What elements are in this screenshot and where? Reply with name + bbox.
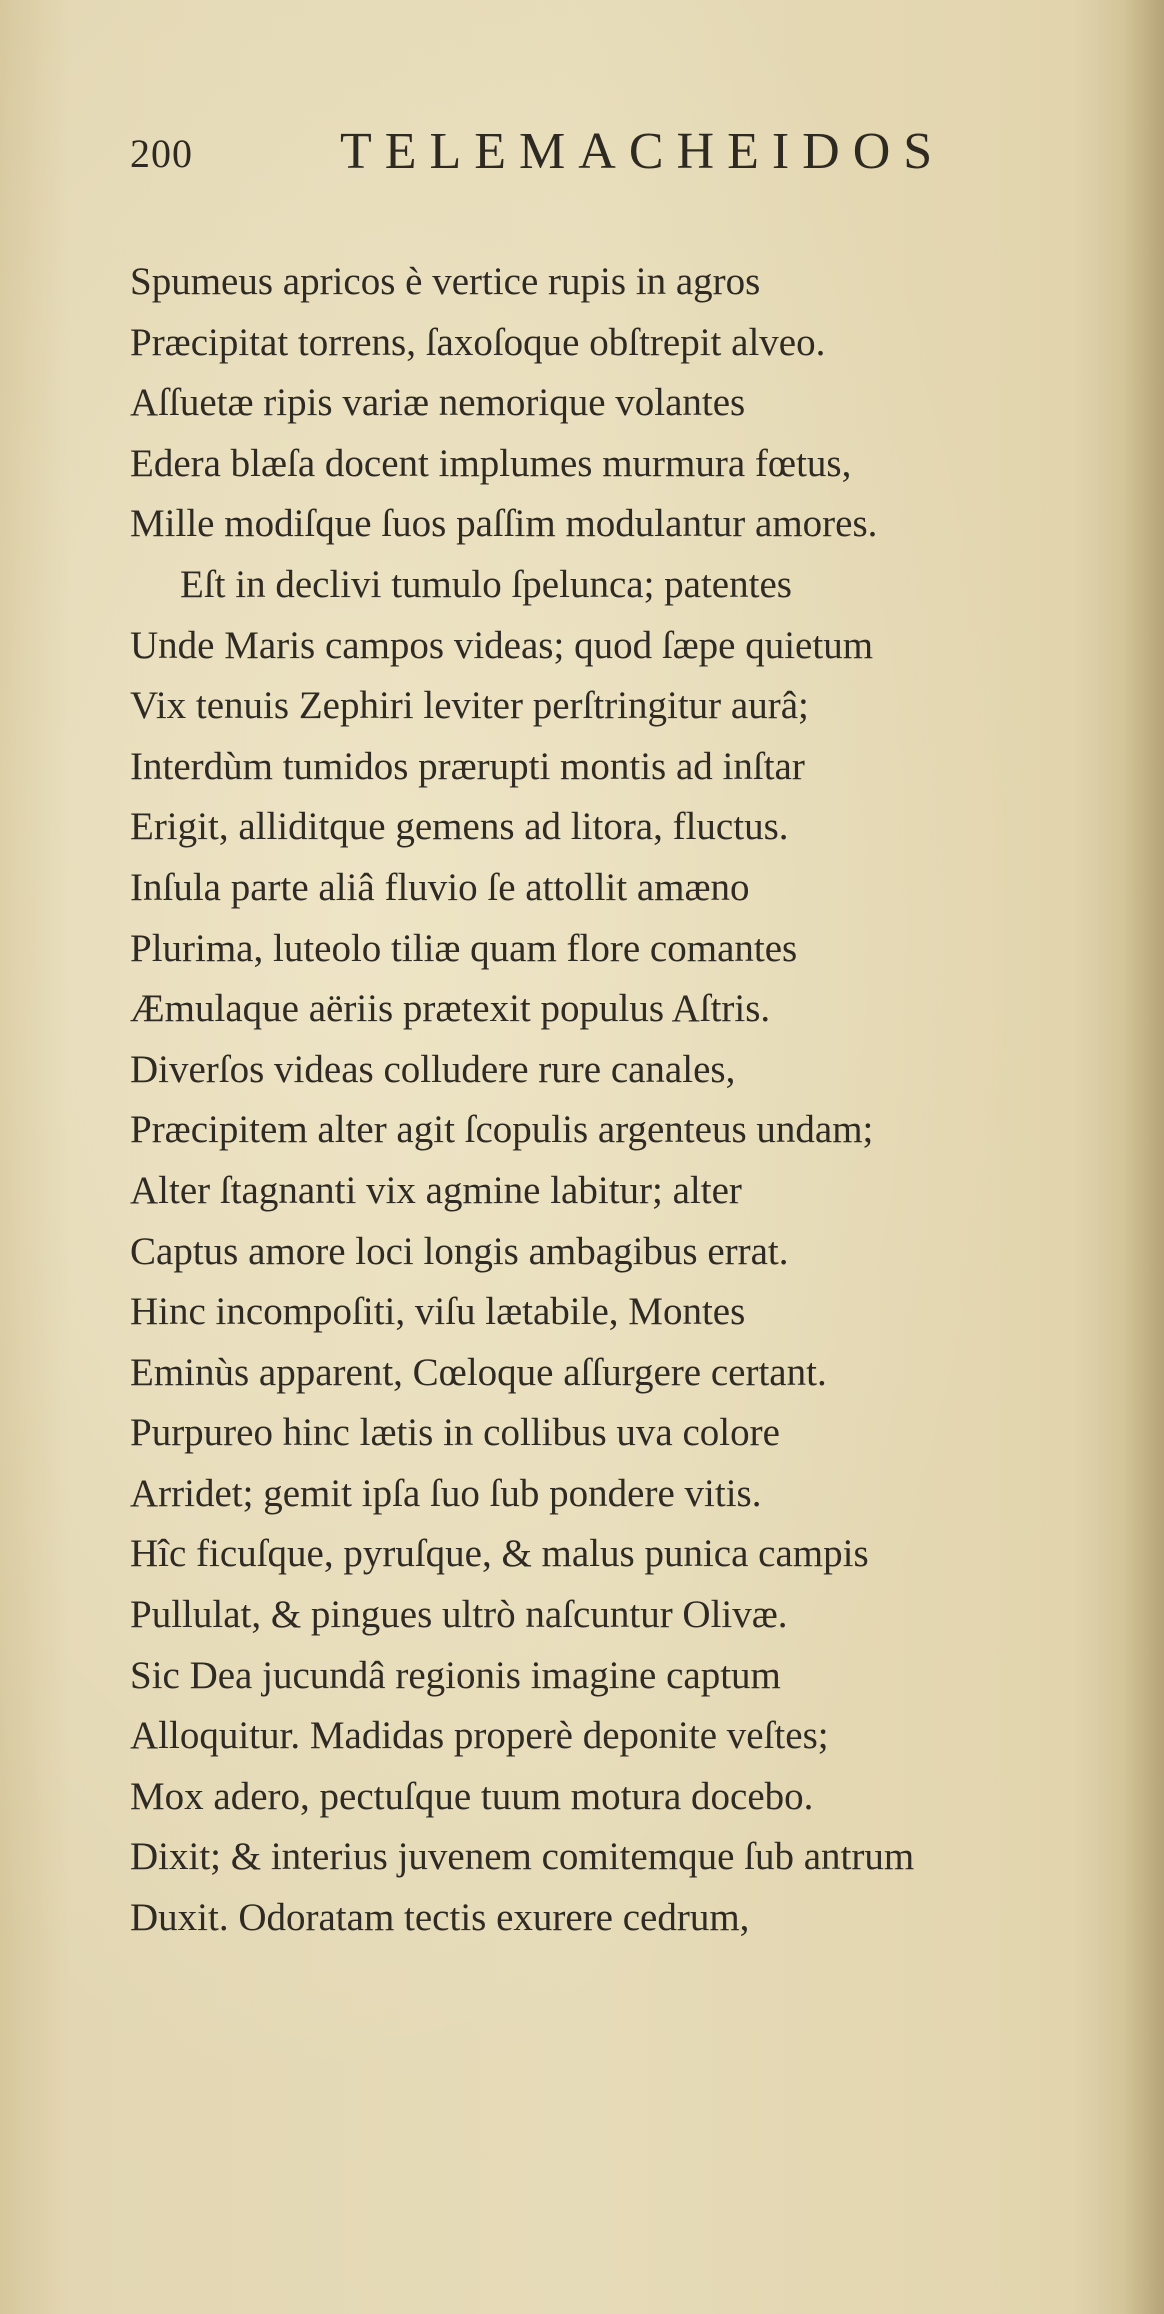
page-header — [130, 118, 1010, 178]
verse-line: Præcipitem alter agit ſcopulis argenteus undam; — [130, 1108, 874, 1152]
verse-line: Eſt in declivi tumulo ſpelunca; patentes — [180, 562, 792, 606]
verse-line: Hinc incompoſiti, viſu lætabile, Montes — [130, 1290, 746, 1334]
verse-line: Arridet; gemit ipſa ſuo ſub pondere vitis. — [130, 1471, 762, 1515]
verse-text — [130, 252, 1130, 1949]
verse-line: Præcipitat torrens, ſaxoſoque obſtrepit alveo. — [130, 320, 826, 364]
verse-line: Plurima, luteolo tiliæ quam flore comantes — [130, 926, 798, 970]
verse-line: Mox adero, pectuſque tuum motura docebo. — [130, 1774, 814, 1818]
verse-line: Unde Maris campos videas; quod ſæpe quietum — [130, 623, 874, 667]
verse-line: Inſula parte aliâ fluvio ſe attollit amæno — [130, 865, 750, 909]
verse-line: Purpureo hinc lætis in collibus uva colore — [130, 1411, 780, 1455]
verse-line: Hîc ficuſque, pyruſque, & malus punica campis — [130, 1532, 869, 1576]
verse-line: Sic Dea jucundâ regionis imagine captum — [130, 1653, 781, 1697]
page-number: 200 — [130, 131, 193, 176]
verse-line: Erigit, alliditque gemens ad litora, fluctus. — [130, 805, 789, 849]
verse-line: Alter ſtagnanti vix agmine labitur; alter — [130, 1168, 742, 1212]
verse-line: Captus amore loci longis ambagibus errat. — [130, 1229, 789, 1273]
verse-line: Duxit. Odoratam tectis exurere cedrum, — [130, 1896, 750, 1940]
verse-line: Edera blæſa docent implumes murmura fœtus, — [130, 441, 852, 485]
verse-line: Vix tenuis Zephiri leviter perſtringitur aurâ; — [130, 684, 809, 728]
verse-line: Interdùm tumidos prærupti montis ad inſtar — [130, 744, 805, 788]
verse-line: Pullulat, & pingues ultrò naſcuntur Olivæ. — [130, 1593, 788, 1637]
page-edge-shadow — [1124, 0, 1164, 2314]
verse-line: Aſſuetæ ripis variæ nemorique volantes — [130, 381, 746, 425]
verse-line: Spumeus apricos è vertice rupis in agros — [130, 260, 761, 303]
running-title: TELEMACHEIDOS — [340, 123, 946, 180]
verse-line: Dixit; & interius juvenem comitemque ſub antrum — [130, 1835, 915, 1879]
verse-line: Æmulaque aëriis prætexit populus Aſtris. — [130, 987, 771, 1031]
verse-line: Diverſos videas colludere rure canales, — [130, 1047, 736, 1091]
verse-line: Alloquitur. Madidas properè deponite veſtes; — [130, 1714, 829, 1758]
verse-line: Eminùs apparent, Cœloque aſſurgere certant. — [130, 1350, 827, 1394]
verse-line: Mille modiſque ſuos paſſim modulantur amores. — [130, 502, 878, 546]
